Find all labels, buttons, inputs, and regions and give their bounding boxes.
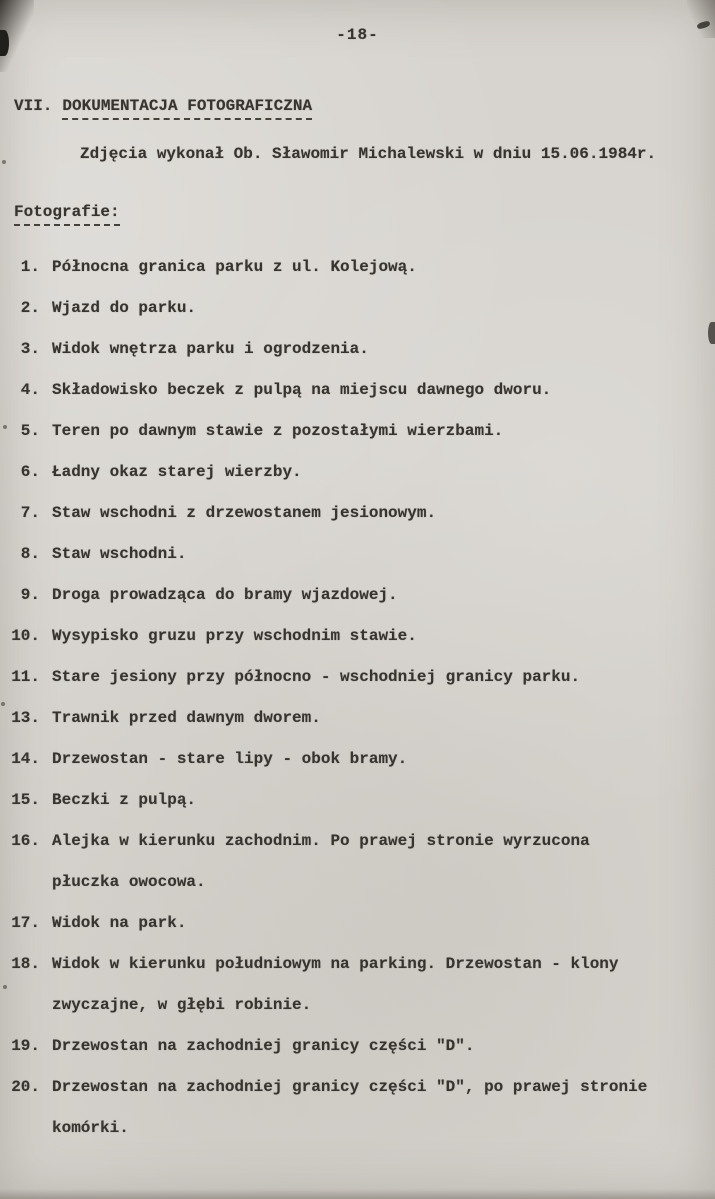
photo-item	[8, 903, 710, 944]
photo-item-number: 5.	[20, 422, 40, 440]
photo-item-body	[52, 370, 710, 411]
photo-item-body	[52, 739, 710, 780]
photo-item-body	[52, 903, 710, 944]
photo-item-body	[52, 288, 710, 329]
photo-item	[8, 739, 710, 780]
photo-item-number: 16.	[11, 832, 40, 850]
photo-item	[8, 944, 710, 1026]
scan-artifact-speck	[3, 425, 7, 429]
scan-artifact-bottom-shade	[0, 1189, 715, 1199]
photo-item-number: 7.	[20, 504, 40, 522]
photo-item-text: komórki.	[52, 1119, 129, 1137]
photo-item-text: Drzewostan na zachodniej granicy części "D".	[52, 1037, 475, 1055]
photo-item	[8, 411, 710, 452]
photo-item-body	[52, 575, 710, 616]
photo-item-text: Beczki z pulpą.	[52, 791, 197, 809]
photo-item-body	[52, 329, 710, 370]
scan-artifact-speck	[3, 985, 7, 989]
photo-item-number: 4.	[20, 381, 40, 399]
intro-line: Zdjęcia wykonał Ob. Sławomir Michalewski w dniu 15.06.1984r.	[80, 145, 657, 163]
photo-item-number: 15.	[11, 791, 40, 809]
photo-item	[8, 616, 710, 657]
photo-list	[8, 247, 710, 1149]
photo-item-text: zwyczajne, w głębi robinie.	[52, 996, 312, 1014]
photo-item-number: 6.	[20, 463, 40, 481]
photo-item-text: Trawnik przed dawnym dworem.	[52, 709, 321, 727]
photo-item-body	[52, 1067, 710, 1149]
photo-item-text: Widok wnętrza parku i ogrodzenia.	[52, 340, 369, 358]
photo-item-text: Ładny okaz starej wierzby.	[52, 463, 302, 481]
photo-item-number: 20.	[11, 1078, 40, 1096]
list-heading-wrap	[14, 203, 120, 226]
photo-item-number: 3.	[20, 340, 40, 358]
photo-item	[8, 247, 710, 288]
scan-artifact-speck	[2, 160, 6, 164]
photo-item-text: Wjazd do parku.	[52, 299, 197, 317]
photo-item	[8, 575, 710, 616]
photo-item	[8, 821, 710, 903]
photo-item-number: 8.	[20, 545, 40, 563]
photo-item	[8, 657, 710, 698]
section-heading	[14, 97, 312, 120]
scan-artifact-speck	[1, 702, 5, 706]
photo-item-body	[52, 493, 710, 534]
photo-item-body	[52, 411, 710, 452]
photo-item-number: 11.	[11, 668, 40, 686]
photo-item-text: Drzewostan na zachodniej granicy części "D", po prawej stronie	[52, 1078, 648, 1096]
photo-item-body	[52, 616, 710, 657]
photo-item	[8, 329, 710, 370]
photo-item-body	[52, 698, 710, 739]
photo-item-number: 1.	[20, 258, 40, 276]
photo-item-text: Widok w kierunku południowym na parking. Drzewostan - klony	[52, 955, 619, 973]
photo-item-text: Staw wschodni z drzewostanem jesionowym.	[52, 504, 437, 522]
photo-item	[8, 493, 710, 534]
photo-item	[8, 370, 710, 411]
photo-item	[8, 1026, 710, 1067]
photo-item-number: 9.	[20, 586, 40, 604]
page-number: -18-	[336, 26, 379, 44]
photo-item-body	[52, 1026, 710, 1067]
photo-item-number: 19.	[11, 1037, 40, 1055]
photo-item-body	[52, 247, 710, 288]
photo-item-text: Składowisko beczek z pulpą na miejscu dawnego dworu.	[52, 381, 552, 399]
photo-item-number: 17.	[11, 914, 40, 932]
photo-item-number: 13.	[11, 709, 40, 727]
photo-item-text: Teren po dawnym stawie z pozostałymi wierzbami.	[52, 422, 504, 440]
photo-item	[8, 452, 710, 493]
photo-item	[8, 534, 710, 575]
photo-item-text: Alejka w kierunku zachodnim. Po prawej stronie wyrzucona	[52, 832, 590, 850]
photo-item-body	[52, 780, 710, 821]
photo-item	[8, 1067, 710, 1149]
photo-item-number: 18.	[11, 955, 40, 973]
photo-item-text: płuczka owocowa.	[52, 873, 206, 891]
photo-item-number: 2.	[20, 299, 40, 317]
photo-item-body	[52, 944, 710, 1026]
photo-item-text: Wysypisko gruzu przy wschodnim stawie.	[52, 627, 417, 645]
section-title: DOKUMENTACJA FOTOGRAFICZNA	[62, 97, 312, 120]
photo-item-text: Widok na park.	[52, 914, 187, 932]
photo-item-number: 14.	[11, 750, 40, 768]
photo-item-text: Droga prowadząca do bramy wjazdowej.	[52, 586, 398, 604]
photo-item-text: Drzewostan - stare lipy - obok bramy.	[52, 750, 408, 768]
photo-item-text: Staw wschodni.	[52, 545, 187, 563]
photo-item	[8, 698, 710, 739]
photo-item-number: 10.	[11, 627, 40, 645]
photo-item	[8, 780, 710, 821]
photo-item	[8, 288, 710, 329]
photo-item-body	[52, 657, 710, 698]
section-number: VII.	[14, 97, 53, 115]
list-heading: Fotografie:	[14, 203, 120, 226]
photo-item-text: Północna granica parku z ul. Kolejową.	[52, 258, 417, 276]
photo-item-text: Stare jesiony przy północno - wschodniej granicy parku.	[52, 668, 581, 686]
photo-item-body	[52, 821, 710, 903]
photo-item-body	[52, 452, 710, 493]
photo-item-body	[52, 534, 710, 575]
